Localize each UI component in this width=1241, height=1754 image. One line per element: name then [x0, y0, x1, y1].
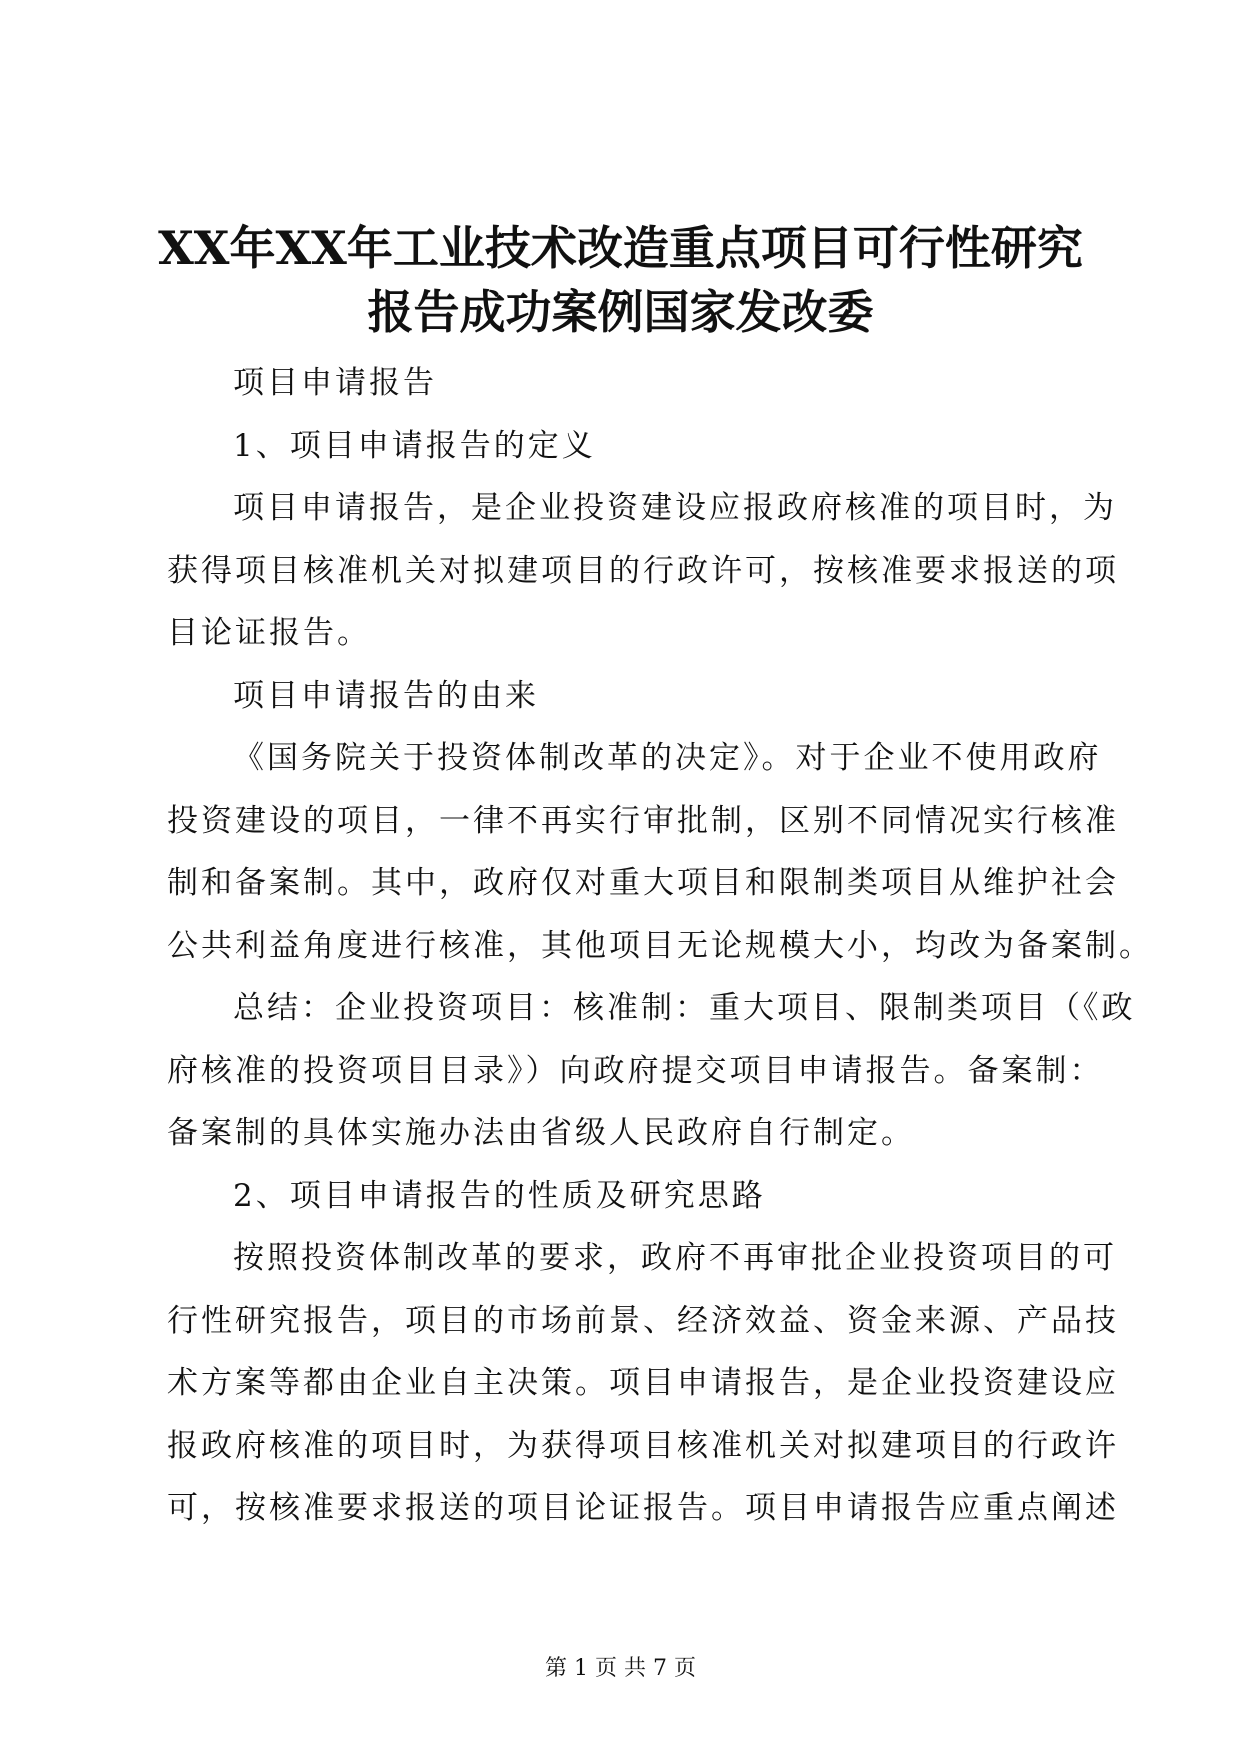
section-heading-origin: 项目申请报告的由来 [233, 677, 539, 714]
paragraph-line: 项目申请报告，是企业投资建设应报政府核准的项目时，为 [233, 490, 1117, 526]
paragraph-line: 总结：企业投资项目：核准制：重大项目、限制类项目（《政 [233, 990, 1136, 1026]
paragraph-line: 行性研究报告，项目的市场前景、经济效益、资金来源、产品技 [167, 1302, 1119, 1339]
paragraph-line: 《国务院关于投资体制改革的决定》。对于企业不使用政府 [233, 740, 1102, 776]
section-heading-definition: 1、项目申请报告的定义 [233, 427, 596, 464]
paragraph-line: 目论证报告。 [167, 615, 371, 651]
paragraph-line: 制和备案制。其中，政府仅对重大项目和限制类项目从维护社会 [167, 865, 1119, 901]
title-line-1: XX年XX年工业技术改造重点项目可行性研究 [158, 221, 1083, 275]
section-heading-nature: 2、项目申请报告的性质及研究思路 [233, 1177, 766, 1214]
section-heading-project-report: 项目申请报告 [233, 365, 437, 401]
paragraph-line: 府核准的投资项目目录》）向政府提交项目申请报告。备案制： [167, 1052, 1104, 1089]
paragraph-line: 投资建设的项目，一律不再实行审批制，区别不同情况实行核准 [167, 802, 1119, 839]
document-body [167, 352, 1153, 1540]
paragraph-line: 可，按核准要求报送的项目论证报告。项目申请报告应重点阐述 [167, 1490, 1119, 1526]
page-number-footer: 第 1 页 共 7 页 [545, 1656, 696, 1681]
paragraph-line: 获得项目核准机关对拟建项目的行政许可，按核准要求报送的项 [167, 552, 1119, 589]
document-title [150, 216, 1091, 344]
paragraph-line: 按照投资体制改革的要求，政府不再审批企业投资项目的可 [233, 1240, 1117, 1276]
title-line-2: 报告成功案例国家发改委 [367, 285, 874, 339]
paragraph-line: 报政府核准的项目时，为获得项目核准机关对拟建项目的行政许 [167, 1427, 1119, 1464]
paragraph-line: 术方案等都由企业自主决策。项目申请报告，是企业投资建设应 [167, 1365, 1119, 1401]
paragraph-line: 公共利益角度进行核准，其他项目无论规模大小，均改为备案制。 [167, 927, 1153, 964]
paragraph-line: 备案制的具体实施办法由省级人民政府自行制定。 [167, 1115, 915, 1151]
